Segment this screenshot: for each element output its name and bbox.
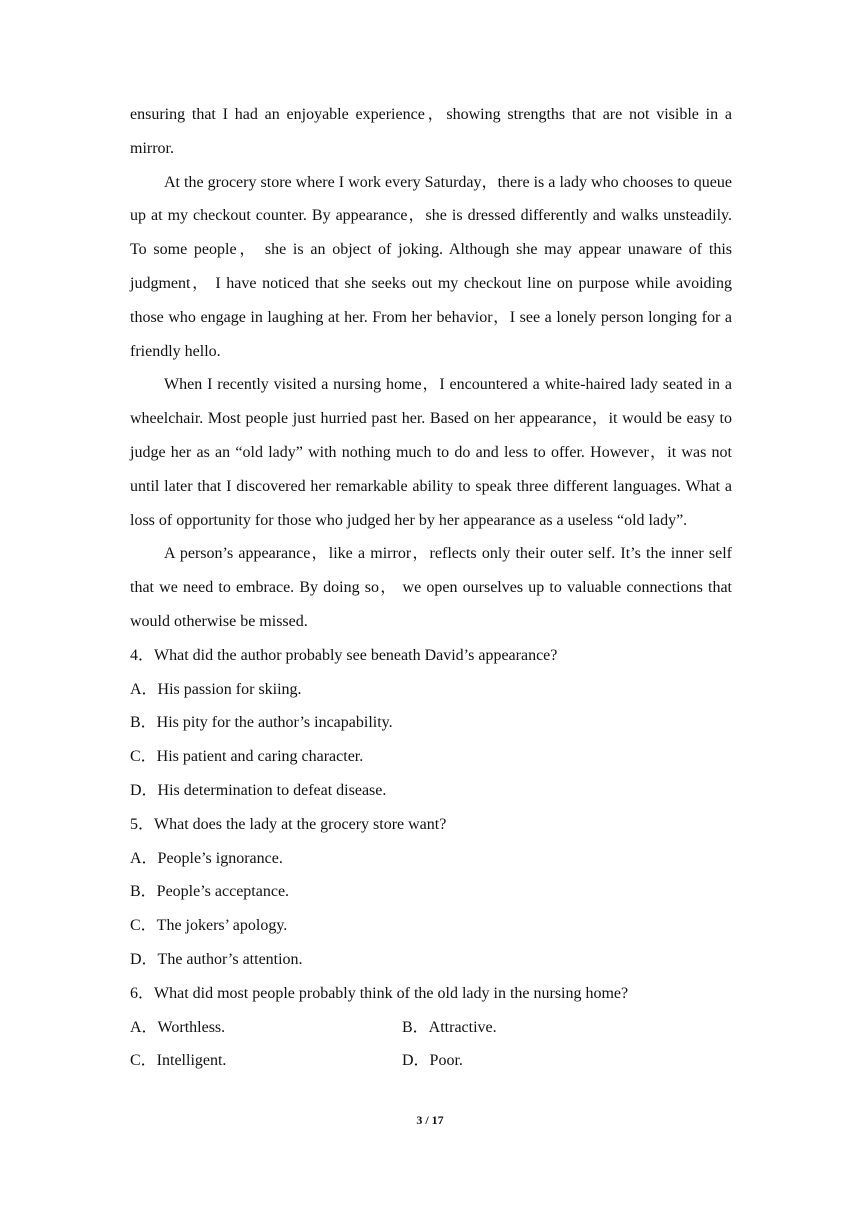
option-a: A．Worthless.	[130, 1018, 226, 1036]
option-c: C．Intelligent.	[130, 1052, 227, 1070]
question-4	[130, 639, 732, 808]
question-stem: 5．What does the lady at the grocery store want?	[130, 815, 447, 833]
option-b: B．People’s acceptance.	[130, 883, 290, 901]
option-row	[130, 1044, 732, 1078]
passage-paragraph-grocery-store: At the grocery store where I work every Saturday，there is a lady who chooses to queue up at my checkout counter. By appearance，she is dressed differently and walks unsteadily. To some people， she is an object of joking. Although she may appear unaware of this judgment， I have noticed that she seeks out my checkout line on purpose while avoiding those who engage in laughing at her. From her behavior，I see a lonely person longing for a friendly hello.	[130, 173, 732, 360]
option-c: C．The jokers’ apology.	[130, 917, 288, 935]
option-b: B．His pity for the author’s incapability.	[130, 714, 393, 732]
option-d: D．Poor.	[402, 1052, 463, 1070]
option-d: D．The author’s attention.	[130, 950, 303, 968]
question-6	[130, 977, 732, 1078]
question-stem: 6．What did most people probably think of the old lady in the nursing home?	[130, 984, 629, 1002]
option-a: A．People’s ignorance.	[130, 849, 283, 867]
passage-paragraph-nursing-home: When I recently visited a nursing home，I encountered a white-haired lady seated in a wheelchair. Most people just hurried past her. Based on her appearance，it would be easy to judge her as an “old lady” with nothing much to do and less to offer. However，it was not until later that I discovered her remarkable ability to speak three different languages. What a loss of opportunity for those who judged her by her appearance as a useless “old lady”.	[130, 376, 732, 529]
option-d: D．His determination to defeat disease.	[130, 781, 387, 799]
question-stem: 4．What did the author probably see beneath David’s appearance?	[130, 646, 558, 664]
option-a: A．His passion for skiing.	[130, 680, 302, 698]
option-row	[130, 1011, 732, 1045]
page-number: 3 / 17	[416, 1113, 444, 1127]
option-b: B．Attractive.	[402, 1018, 497, 1036]
passage-paragraph-continued: ensuring that I had an enjoyable experience，showing strengths that are not visible in a mirror.	[130, 106, 732, 157]
document-page	[130, 98, 732, 1078]
passage-paragraph-conclusion: A person’s appearance，like a mirror，reflects only their outer self. It’s the inner self that we need to embrace. By doing so， we open ourselves up to valuable connections that would otherwise be missed.	[130, 545, 732, 630]
option-c: C．His patient and caring character.	[130, 748, 364, 766]
question-5	[130, 808, 732, 977]
